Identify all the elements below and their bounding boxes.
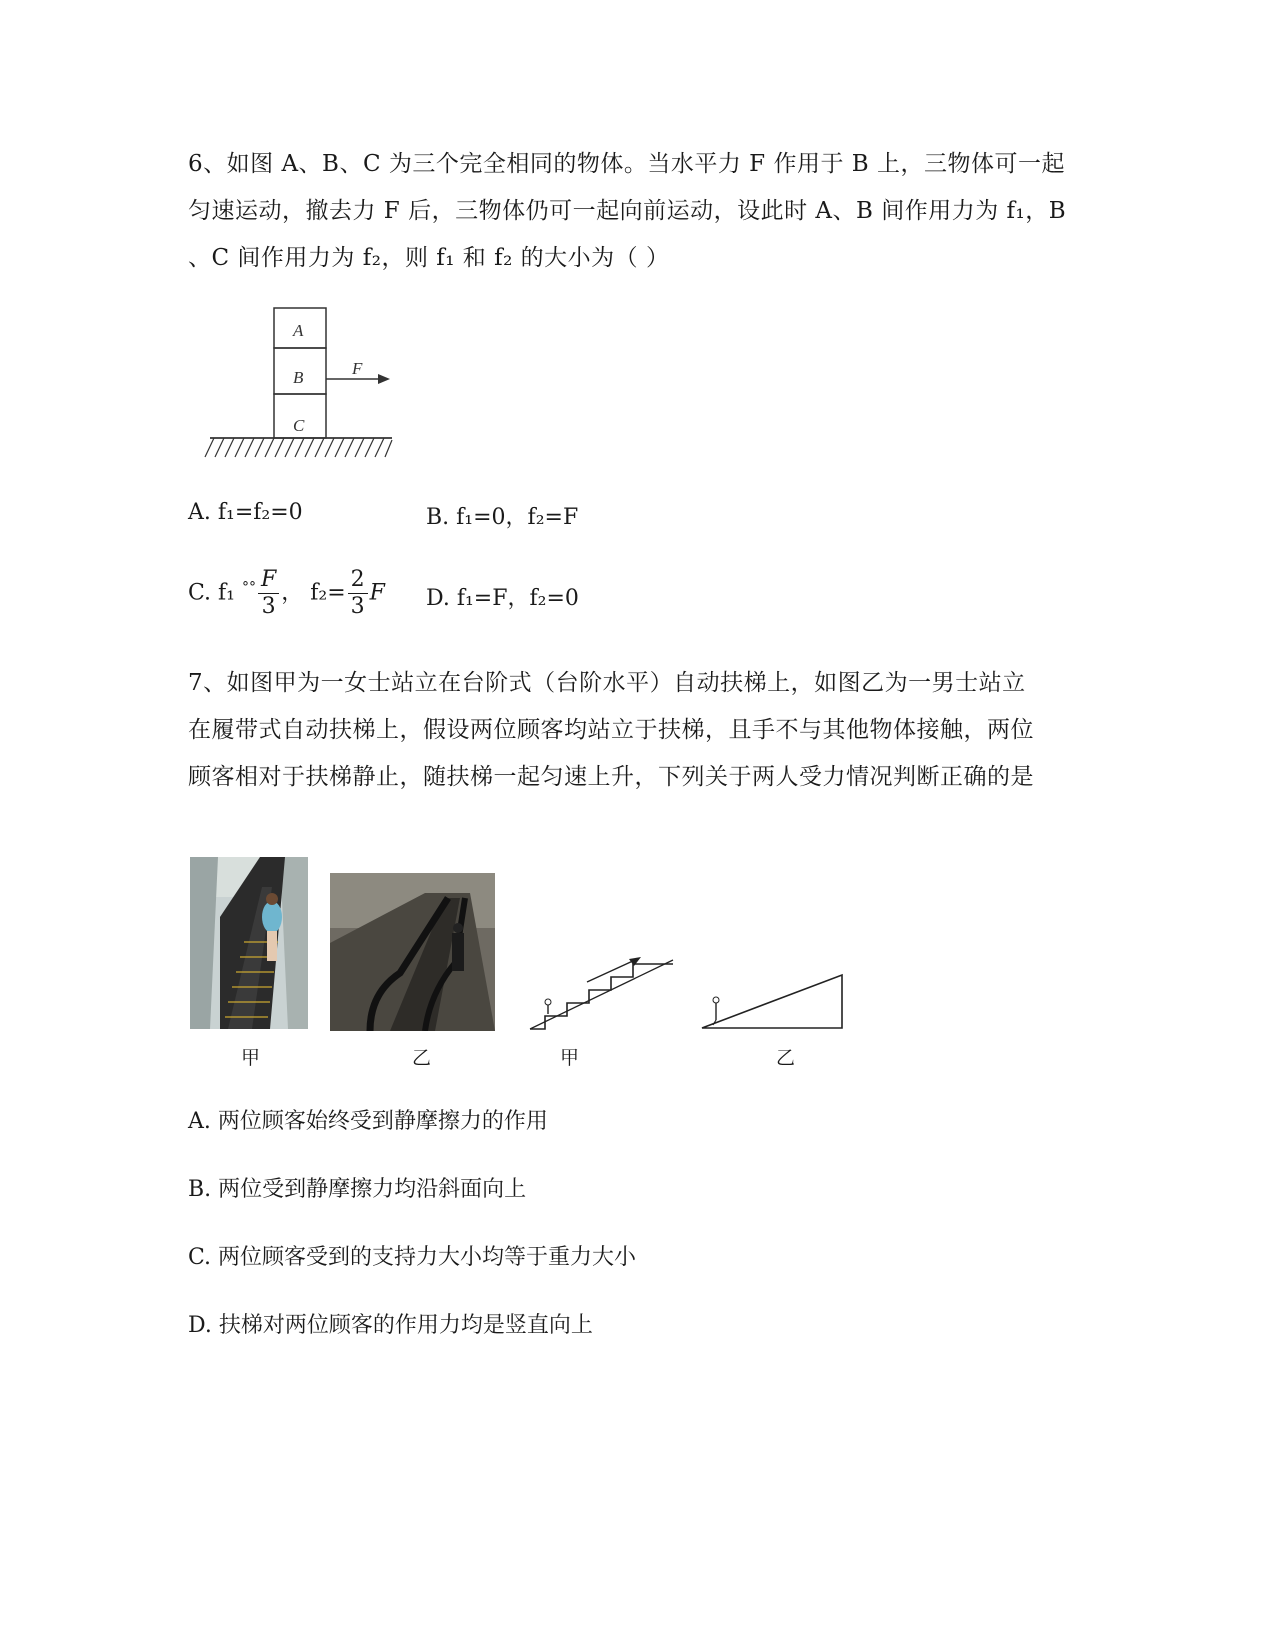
block-c-label: C bbox=[293, 416, 305, 435]
caption-photo-yi: 乙 bbox=[412, 1047, 432, 1069]
fraction-one-third bbox=[258, 567, 279, 620]
escalator-photo-belt-type bbox=[330, 873, 495, 1031]
fraction-denominator: 3 bbox=[350, 594, 365, 619]
force-f-label: F bbox=[352, 359, 363, 378]
fraction-numerator: 2 bbox=[348, 567, 368, 594]
belt-escalator-diagram bbox=[700, 970, 850, 1032]
caption-diagram-jia: 甲 bbox=[560, 1047, 580, 1069]
q7-text-line2: 在履带式自动扶梯上，假设两位顾客均站立于扶梯，且手不与其他物体接触，两位 bbox=[188, 717, 1034, 743]
q6-option-c-mid: ， f₂= bbox=[281, 580, 346, 606]
q7-option-a: A. 两位顾客始终受到静摩擦力的作用 bbox=[188, 1109, 548, 1134]
q6-text-line3: 、C 间作用力为 f₂，则 f₁ 和 f₂ 的大小为（ ） bbox=[188, 245, 670, 271]
block-b-label: B bbox=[293, 368, 304, 387]
q6-option-a: A. f₁=f₂=0 bbox=[188, 500, 303, 525]
q6-text-line2: 匀速运动，撤去力 F 后，三物体仍可一起向前运动，设此时 A、B 间作用力为 f₁，B bbox=[188, 198, 1067, 224]
caption-photo-jia: 甲 bbox=[241, 1047, 261, 1069]
fraction-numerator: F bbox=[258, 567, 279, 594]
q6-option-c-garbled: °° bbox=[242, 579, 256, 596]
block-a-label: A bbox=[293, 321, 304, 340]
fraction-two-thirds bbox=[348, 567, 368, 620]
q7-text-line1: 7、如图甲为一女士站立在台阶式（台阶水平）自动扶梯上，如图乙为一男士站立 bbox=[188, 670, 1026, 696]
step-escalator-diagram bbox=[525, 950, 675, 1030]
q6-option-c bbox=[188, 567, 385, 620]
fraction-denominator: 3 bbox=[261, 594, 276, 619]
q6-blocks-figure bbox=[200, 300, 400, 465]
q7-option-b: B. 两位受到静摩擦力均沿斜面向上 bbox=[188, 1177, 527, 1202]
q6-option-d: D. f₁=F，f₂=0 bbox=[426, 586, 579, 611]
q6-option-c-suffix: F bbox=[369, 580, 385, 606]
escalator-photo-step-type bbox=[190, 857, 308, 1029]
q7-option-d: D. 扶梯对两位顾客的作用力均是竖直向上 bbox=[188, 1313, 593, 1338]
q7-option-c: C. 两位顾客受到的支持力大小均等于重力大小 bbox=[188, 1245, 637, 1270]
q6-text-line1: 6、如图 A、B、C 为三个完全相同的物体。当水平力 F 作用于 B 上，三物体可一起 bbox=[188, 151, 1065, 177]
caption-diagram-yi: 乙 bbox=[776, 1047, 796, 1069]
q7-text-line3: 顾客相对于扶梯静止，随扶梯一起匀速上升，下列关于两人受力情况判断正确的是 bbox=[188, 764, 1034, 790]
q6-option-b: B. f₁=0，f₂=F bbox=[426, 505, 579, 530]
q6-option-c-prefix: C. f₁ bbox=[188, 580, 242, 606]
